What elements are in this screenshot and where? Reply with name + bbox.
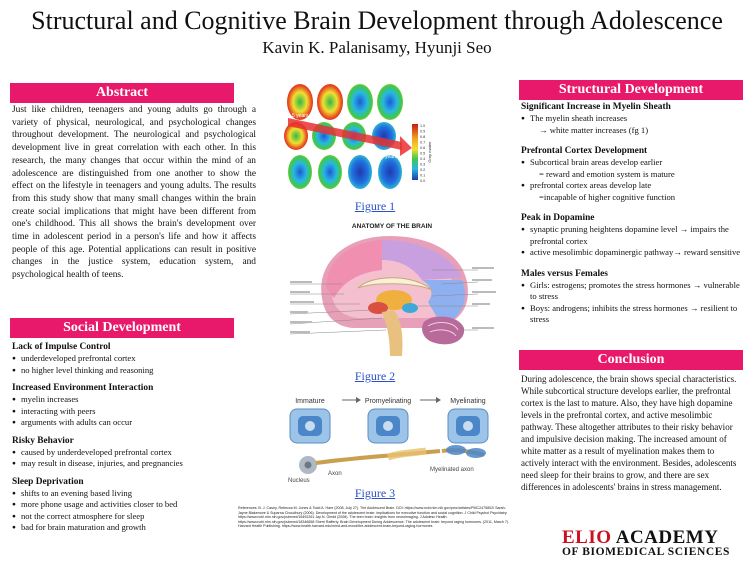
social-group-title: Lack of Impulse Control (12, 342, 111, 352)
conclusion-text: During adolescence, the brain shows special characteristics. While subcortical structure develops earlier, the prefrontal cortex is the last to mature. Also, they have high dopamine levels in the prefrontal cortex, and active mesolimbic pathway. These altogether attributes to their risky behavior and impulsive decision making. The increased amount of white matter as a result of myelination makes them to actively interact with the environment. Besides, adolescents need sleep for their brains to grow, and there are sex differences in adolescents' brains in stress management. (521, 374, 737, 492)
figure-3-nucleus-label: Nucleus (288, 478, 310, 484)
figure-1-scale-tick: 0.2 (420, 168, 426, 172)
figure-1-scale-tick: 0.4 (420, 157, 426, 161)
social-group-title: Increased Environment Interaction (12, 383, 154, 393)
figure-1-scale-tick: 0.3 (420, 162, 426, 167)
list-item: ● Subcortical brain areas develop earlier (521, 157, 743, 169)
list-item: ● active mesolimbic dopaminergic pathway→ reward sensitive (521, 247, 743, 259)
figure-1-brain-scans (282, 80, 434, 192)
poster-authors: Kavin K. Palanisamy, Hyunji Seo (262, 38, 492, 57)
figure-1-start-label: 5 years (292, 113, 309, 119)
structural-group-title: Peak in Dopamine (521, 213, 595, 223)
list-item: ● bad for brain maturation and growth (12, 522, 234, 534)
list-item: ● prefrontal cortex areas develop late (521, 180, 743, 192)
figure-2-caption[interactable]: Figure 2 (354, 369, 396, 383)
figure-3-myelinated-axon-label: Myelinated axon (430, 467, 474, 473)
list-item: ● more phone usage and activities closer to bed (12, 499, 234, 511)
structural-group-title: Significant Increase in Myelin Sheath (521, 102, 671, 112)
structural-development-heading: Structural Development (519, 80, 743, 100)
figure-3-stage-label: Myelinating (450, 398, 486, 405)
figure-1-scale-tick: 0.6 (420, 146, 426, 150)
figure-3-stage-label: Immature (295, 398, 325, 405)
figure-3-caption[interactable]: Figure 3 (354, 486, 396, 500)
list-item: ● shifts to an evening based living (12, 488, 234, 500)
abstract-text: Just like children, teenagers and young adults go through a variety of physical, neurological, and psychological changes throughout development. The neurological and psychological development live in great correlation with each other. In this research, the many changes that occur within the mind of an adolescence are distinguished from one another to show the effect on the lifestyle in teenagers and young adults. The results from this study show that many small changes within the brain create social implications that might have been different from one's childhood. This all shows the brain's development over time in adolescent period in a person's life and how it affects people of this age. Potential applications can result in positive changes in the justice system, education system, and psychological health of teens. (12, 105, 256, 281)
figure-1-end-label: 20 years (378, 154, 398, 160)
list-item: ● synaptic pruning heightens dopamine level → impairs the prefrontal cortex (521, 224, 743, 247)
figure-2-brain-anatomy (282, 218, 502, 368)
social-development-heading: Social Development (10, 318, 234, 338)
poster-title: Structural and Cognitive Brain Development through Adolescence (31, 6, 723, 35)
structural-group-title: Males versus Females (521, 268, 608, 279)
list-item: ● arguments with adults can occur (12, 417, 234, 429)
structural-development-list (521, 101, 743, 326)
list-subitem: → white matter increases (fg 1) (539, 124, 649, 135)
figure-3-myelination (270, 393, 510, 485)
list-item: ● underdeveloped prefrontal cortex (12, 353, 234, 365)
social-development-list (12, 341, 234, 534)
figure-1-scale-tick: 0.8 (420, 135, 426, 139)
figure-1-scale-tick: 0.9 (420, 129, 426, 134)
references: References: B. J. Casey, Rebecca M. Jones & Todd A. Hare (2008, July 27). The Adolescent Brain. DOI: https://www.ncbi.nlm.nih.gov/pmc/articles/PMC2475802/ Sarah-Jayne Blakemore & Suparna Choudhury (2006). Development of the adolescent brain: implications for executive function and social cognition. J Child Psychol Psychiatry. https://www.ncbi.nlm.nih.gov/pubmed/16492261 Jay N. Giedd (2008). The teen brain: insights from neuroimaging. J Adolesc Health. https://www.ncbi.nlm.nih.gov/pubmed/18346658 Sherri Rafferty. Brain Development During Adolescence. The adolescent brain: beyond raging hormones. (2011, March 7). Harvard Health Publishing. https://www.health.harvard.edu/mind-and-mood/the-adolescent-brain-beyond-raging-hormones (238, 506, 510, 529)
list-item: ● Girls: estrogens; promotes the stress hormones → vulnerable to stress (521, 280, 743, 303)
list-item: ● may result in disease, injuries, and pregnancies (12, 458, 234, 470)
list-item: ● caused by underdeveloped prefrontal cortex (12, 447, 234, 459)
abstract-heading: Abstract (10, 83, 234, 103)
logo-subtitle: OF BIOMEDICAL SCIENCES (562, 546, 731, 558)
list-item: ● interacting with peers (12, 406, 234, 418)
social-group-title: Risky Behavior (12, 435, 74, 446)
conclusion-heading: Conclusion (519, 350, 743, 370)
figure-1-scale-tick: 0.5 (420, 151, 426, 156)
logo-word-academy: ACADEMY (615, 527, 719, 548)
logo-word-elio: ELIO (562, 527, 612, 548)
figure-3-stage-label: Promyelinating (364, 398, 412, 405)
figure-1-caption[interactable]: Figure 1 (354, 199, 396, 213)
list-item: ● no higher level thinking and reasoning (12, 365, 234, 377)
list-item: ● not the correct atmosphere for sleep (12, 511, 234, 523)
list-item: ● myelin increases (12, 394, 234, 406)
figure-1-scale-label: Gray matter (427, 141, 432, 163)
list-item: ● The myelin sheath increases (521, 113, 743, 125)
list-subitem: = reward and emotion system is mature (539, 168, 675, 179)
figure-1-scale-tick: 0.1 (420, 173, 426, 178)
social-group-title: Sleep Deprivation (12, 476, 84, 487)
list-item: ● Boys: androgens; inhibits the stress hormones → resilient to stress (521, 303, 743, 326)
figure-1-scale-tick: 1.0 (420, 124, 426, 128)
figure-1-scale-tick: 0.7 (420, 140, 426, 145)
figure-2-title: ANATOMY OF THE BRAIN (351, 223, 433, 230)
list-subitem: =incapable of higher cognitive function (539, 191, 676, 202)
figure-3-axon-label: Axon (328, 471, 342, 477)
figure-1-scale-tick: 0.0 (420, 179, 426, 183)
structural-group-title: Prefrontal Cortex Development (521, 146, 648, 156)
